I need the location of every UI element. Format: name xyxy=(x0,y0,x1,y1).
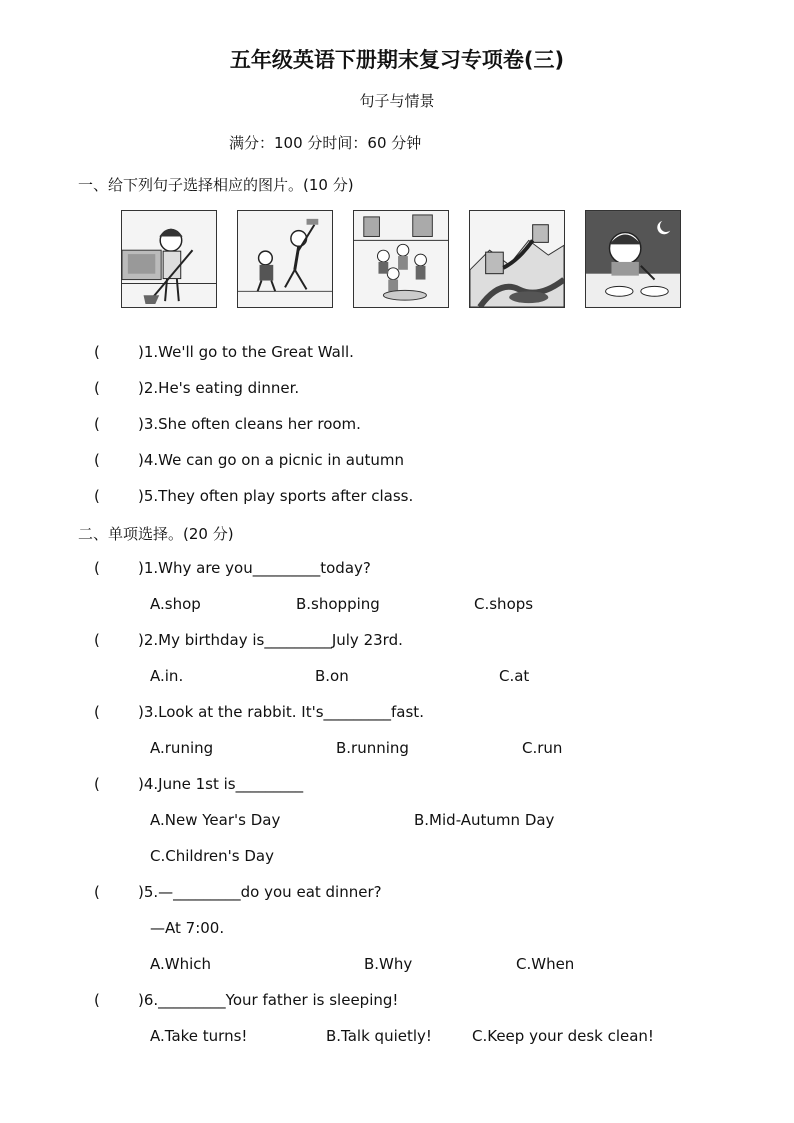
option-a: A.Which xyxy=(150,955,212,973)
dialogue-answer-line: —At 7:00. xyxy=(150,919,225,937)
option-b: B.Why xyxy=(364,955,413,973)
answer-blank-paren: ( xyxy=(94,487,100,505)
answer-blank-paren: ( xyxy=(94,343,100,361)
option-c: C.Children's Day xyxy=(150,847,274,865)
option-b: B.on xyxy=(315,667,349,685)
answer-blank-paren: ( xyxy=(94,703,100,721)
mc-question-5-text: )5.—_________do you eat dinner? xyxy=(138,883,382,901)
section-1-heading: 一、给下列句子选择相应的图片。(10 分) xyxy=(78,176,354,194)
mc-question-4-text: )4.June 1st is_________ xyxy=(138,775,304,793)
boy-eating-dinner-icon xyxy=(585,210,681,308)
option-c: C.When xyxy=(516,955,575,973)
children-picnic-icon xyxy=(353,210,449,308)
option-b: B.shopping xyxy=(296,595,380,613)
option-b: B.Talk quietly! xyxy=(326,1027,432,1045)
boys-playing-sports-icon xyxy=(237,210,333,308)
mc-question-2-text: )2.My birthday is_________July 23rd. xyxy=(138,631,403,649)
answer-blank-paren: ( xyxy=(94,559,100,577)
answer-blank-paren: ( xyxy=(94,775,100,793)
great-wall-icon xyxy=(469,210,565,308)
page-title: 五年级英语下册期末复习专项卷(三) xyxy=(229,48,565,72)
question-4-text: )4.We can go on a picnic in autumn xyxy=(138,451,404,469)
option-a: A.New Year's Day xyxy=(150,811,281,829)
option-c: C.run xyxy=(522,739,563,757)
girl-mopping-floor-icon xyxy=(121,210,217,308)
question-1-text: )1.We'll go to the Great Wall. xyxy=(138,343,354,361)
option-b: B.Mid-Autumn Day xyxy=(414,811,555,829)
option-a: A.Take turns! xyxy=(150,1027,248,1045)
mc-question-6-text: )6._________Your father is sleeping! xyxy=(138,991,399,1009)
option-a: A.in. xyxy=(150,667,184,685)
answer-blank-paren: ( xyxy=(94,415,100,433)
option-b: B.running xyxy=(336,739,409,757)
answer-blank-paren: ( xyxy=(94,379,100,397)
question-3-text: )3.She often cleans her room. xyxy=(138,415,361,433)
mc-question-1-text: )1.Why are you_________today? xyxy=(138,559,371,577)
question-5-text: )5.They often play sports after class. xyxy=(138,487,414,505)
answer-blank-paren: ( xyxy=(94,883,100,901)
mc-question-3-text: )3.Look at the rabbit. It's_________fast. xyxy=(138,703,424,721)
answer-blank-paren: ( xyxy=(94,991,100,1009)
section-2-heading: 二、单项选择。(20 分) xyxy=(78,525,234,543)
option-c: C.at xyxy=(499,667,530,685)
option-c: C.shops xyxy=(474,595,534,613)
question-2-text: )2.He's eating dinner. xyxy=(138,379,300,397)
page-subtitle: 句子与情景 xyxy=(359,92,435,110)
option-a: A.shop xyxy=(150,595,201,613)
answer-blank-paren: ( xyxy=(94,631,100,649)
option-c: C.Keep your desk clean! xyxy=(472,1027,654,1045)
option-a: A.runing xyxy=(150,739,214,757)
answer-blank-paren: ( xyxy=(94,451,100,469)
score-time-info: 满分：100 分时间：60 分钟 xyxy=(229,134,422,152)
